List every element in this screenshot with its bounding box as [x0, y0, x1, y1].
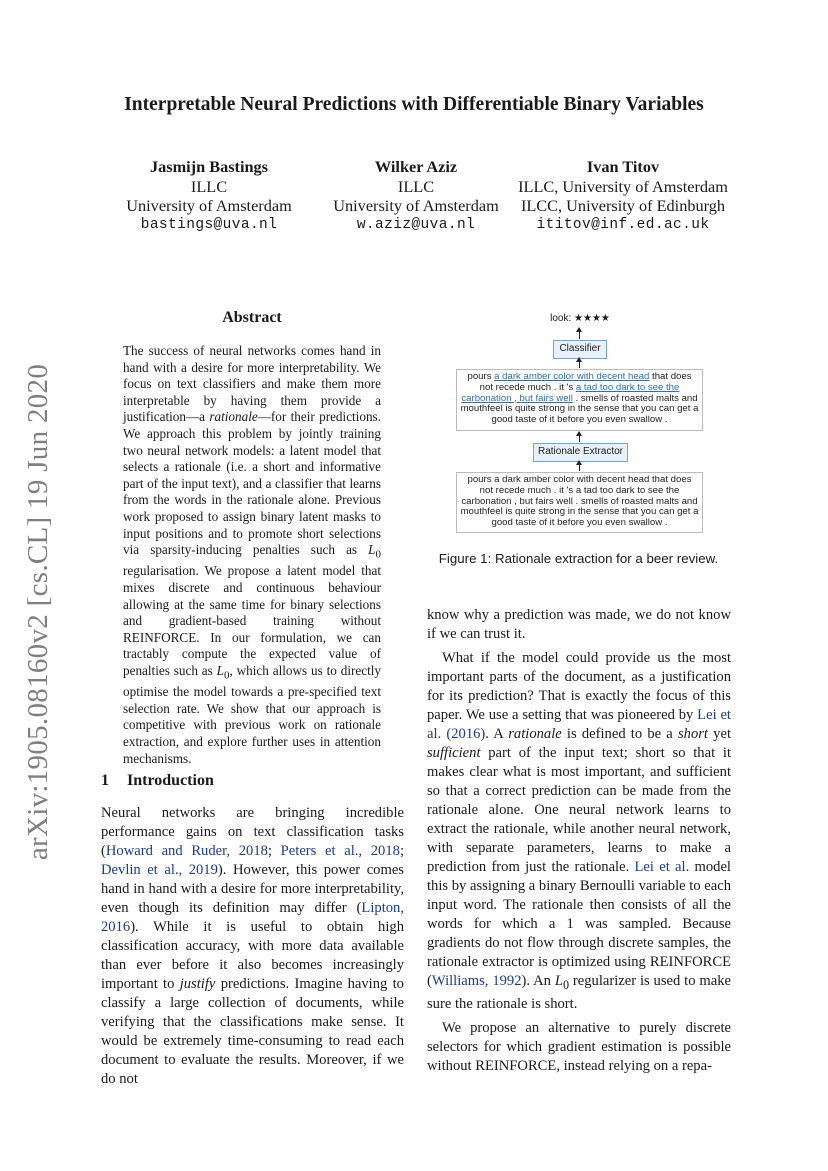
author-email[interactable]: bastings@uva.nl	[140, 216, 278, 233]
author-name: Ivan Titov	[586, 157, 660, 176]
author-affiliation: University of Amsterdam	[126, 196, 292, 215]
abstract-body: The success of neural networks comes hand in hand with a desire for more interpretability. We focus on text classifiers and make them more interpretable by having them provide a justification—a rationale—for their predictions. We approach this problem by jointly training two neural network models: a latent model that selects a rationale (i.e. a short and informative part of the input text), and a classifier that learns from the words in the rationale alone. Previous work proposed to assign binary latent masks to input positions and to promote short selections via sparsity-inducing penalties such as $L_0$ regularisation. We propose a latent model that mixes discrete and continuous behaviour allowing at the same time for binary selections and gradient-based training without REINFORCE. In our formulation, we can tractably compute the expected value of penalties such as $L_0$, which allows us to directly optimise the model towards a pre-specified text selection rate. We show that our approach is competitive with previous work on rationale extraction, and explore further uses in attention mechanisms.	[123, 343, 382, 766]
author-affiliation: ILLC	[190, 176, 228, 196]
intro-right-column	[427, 606, 731, 1076]
arrow-up-icon	[579, 432, 580, 442]
author-block	[318, 157, 514, 235]
figure-caption: Figure 1: Rationale extraction for a beer review.	[438, 551, 719, 566]
paragraph: What if the model could provide us the most important parts of the document, as a justification for its prediction? That is exactly the focus of this paper. We use a setting that was pioneered by Lei et al. (2016). A rationale is defined to be a short yet sufficient part of the input text; short so that it makes clear what is most important, and sufficient so that a correct prediction can be made from the rationale alone. One neural network learns to extract the rationale, while another neural network, with separate parameters, learns to make a prediction from just the rationale. Lei et al. model this by assigning a binary Bernoulli variable to each input word. The rationale then consists of all the words for which a 1 was sampled. Because gradients do not flow through discrete samples, the rationale extractor is optimized using REINFORCE (Williams, 1992). An $L_0$ regularizer is used to make sure the rationale is short.	[427, 650, 732, 1012]
citation-link[interactable]: Peters et al., 2018	[280, 843, 400, 859]
classifier-box: Classifier	[553, 340, 607, 359]
rationale-highlight: a tad too dark to see the carbonation , but fairs well	[461, 381, 680, 404]
intro-left-column: Neural networks are bringing incredible performance gains on text classification tasks (Howard and Ruder, 2018; Peters et al., 2018; Devlin et al., 2019). However, this power comes hand in hand with a desire for more interpretability, even though its definition may differ (Lipton, 2016). While it is useful to obtain high classification accuracy, with more data available than ever before it also becomes increasingly important to justify predictions. Imagine having to classify a large collection of documents, while verifying that the classifications make sense. It would be extremely time-consuming to read each document to evaluate the results. Moreover, if we do not	[101, 805, 404, 1087]
author-block	[114, 157, 304, 235]
author-name: Wilker Aziz	[374, 157, 458, 176]
input-review-text: pours a dark amber color with decent head that does not recede much . it 's a tad too dark to see the carbonation , but fairs well . smells of roasted malts and mouthfeel is quite strong in the sense that you can get a good taste of it before you even swallow .	[456, 472, 703, 533]
author-email[interactable]: ititov@inf.ed.ac.uk	[536, 216, 710, 233]
rationale-review-text: pours a dark amber color with decent head that does not recede much . it 's a tad too dark to see the carbonation , but fairs well . smells of roasted malts and mouthfeel is quite strong in the sense that you can get a good taste of it before you even swallow .	[456, 369, 703, 431]
citation-link[interactable]: Lei et al. (2016)	[427, 707, 731, 742]
prediction-output: look: ★★★★	[550, 313, 610, 324]
citation-link[interactable]: Williams, 1992	[431, 973, 522, 989]
author-block	[508, 157, 738, 235]
paragraph: We propose an alternative to purely discrete selectors for which gradient estimation is possible without REINFORCE, instead relying on a repa-	[427, 1019, 731, 1074]
citation-link[interactable]: Howard and Ruder, 2018	[105, 843, 268, 859]
arrow-up-icon	[579, 328, 580, 339]
arxiv-identifier: arXiv:1905.08160v2 [cs.CL] 19 Jun 2020	[22, 363, 54, 861]
citation-link[interactable]: Devlin et al., 2019	[101, 862, 218, 878]
paragraph: know why a prediction was made, we do not know if we can trust it.	[427, 607, 731, 642]
citation-link[interactable]: Lipton, 2016	[101, 900, 404, 935]
rationale-extractor-box: Rationale Extractor	[533, 443, 628, 462]
rationale-highlight: a dark amber color with decent head	[494, 371, 650, 382]
author-affiliation: ILLC, University of Amsterdam	[518, 176, 728, 196]
arrow-up-icon	[579, 358, 580, 368]
paper-title: Interpretable Neural Predictions with Differentiable Binary Variables	[124, 94, 704, 115]
author-email[interactable]: w.aziz@uva.nl	[356, 216, 476, 233]
arrow-up-icon	[579, 461, 580, 471]
author-affiliation: ILCC, University of Edinburgh	[520, 196, 726, 215]
citation-link[interactable]: Lei et al.	[634, 859, 690, 875]
author-affiliation: University of Amsterdam	[333, 196, 499, 215]
section-heading: 1 Introduction	[101, 772, 214, 789]
abstract-heading: Abstract	[222, 309, 282, 326]
author-affiliation: ILLC	[397, 176, 435, 196]
author-name: Jasmijn Bastings	[149, 157, 269, 176]
